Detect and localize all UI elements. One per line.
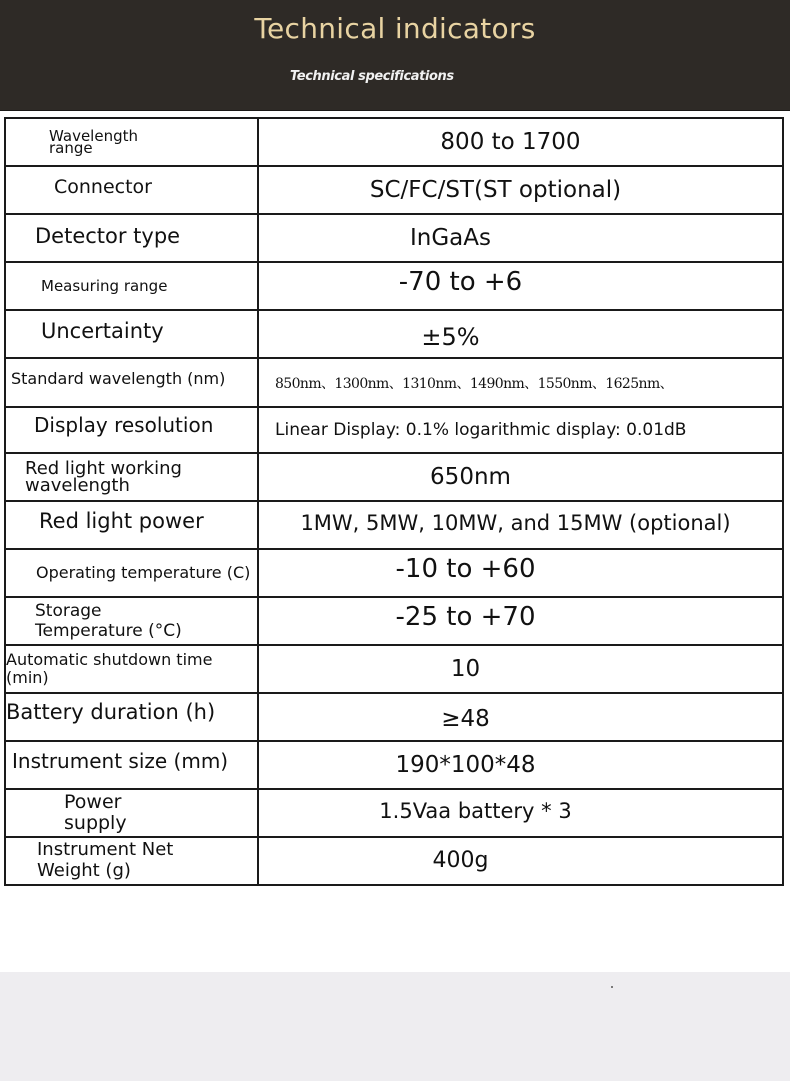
row-label: Wavelength range <box>49 127 138 157</box>
row-value: -25 to +70 <box>395 602 536 632</box>
row-label: Uncertainty <box>41 318 164 343</box>
row-value: 1MW, 5MW, 10MW, and 15MW (optional) <box>300 510 731 535</box>
bottom-image-band <box>0 972 790 1081</box>
table-row <box>5 310 783 358</box>
table-row <box>5 645 783 693</box>
speck <box>611 986 613 988</box>
row-label: Measuring range <box>41 276 168 295</box>
table-row <box>5 693 783 741</box>
page-subtitle: Technical specifications <box>290 69 454 84</box>
row-label: Power supply <box>64 791 127 834</box>
table-row <box>5 837 783 885</box>
row-label-cell <box>5 118 258 166</box>
row-label: Automatic shutdown time (min) <box>6 650 213 687</box>
row-value: ±5% <box>421 323 480 351</box>
row-value: InGaAs <box>410 224 491 251</box>
row-label: Detector type <box>35 223 181 248</box>
row-value: 10 <box>450 655 481 682</box>
table-row <box>5 407 783 453</box>
row-value: 190*100*48 <box>395 751 536 778</box>
row-label: Standard wavelength (nm) <box>11 368 226 388</box>
row-value-cell <box>258 118 783 166</box>
row-label: Instrument size (mm) <box>12 749 229 773</box>
row-label: Operating temperature (C) <box>36 563 251 583</box>
row-value: -70 to +6 <box>398 267 523 297</box>
table-row <box>5 789 783 837</box>
row-label: Red light working wavelength <box>25 457 182 496</box>
table-row <box>5 501 783 549</box>
row-label: Instrument Net Weight (g) <box>37 839 174 881</box>
row-label: Storage Temperature (°C) <box>35 600 182 641</box>
table-row <box>5 214 783 262</box>
row-label: Red light power <box>39 508 204 533</box>
table-row <box>5 741 783 789</box>
row-value: 1.5Vaa battery * 3 <box>379 798 572 823</box>
row-value: 400g <box>432 848 489 873</box>
row-label: Connector <box>54 175 152 198</box>
header-banner <box>0 0 790 111</box>
table-row <box>5 118 783 166</box>
row-value: Linear Display: 0.1% logarithmic display: 0.01dB <box>275 419 687 440</box>
row-value: 650nm <box>430 463 511 490</box>
row-value: 850nm、1300nm、1310nm、1490nm、1550nm、1625nm、 <box>275 375 674 392</box>
row-value: 800 to 1700 <box>440 128 581 155</box>
table-row <box>5 549 783 597</box>
table-row <box>5 597 783 645</box>
table-row <box>5 262 783 310</box>
row-value: SC/FC/ST(ST optional) <box>369 176 622 203</box>
row-value: -10 to +60 <box>395 554 536 584</box>
row-label: Display resolution <box>34 413 214 437</box>
spec-table <box>4 117 784 886</box>
row-value: ≥48 <box>441 705 490 732</box>
table-row <box>5 453 783 501</box>
row-label: Battery duration (h) <box>6 699 216 724</box>
table-row <box>5 166 783 214</box>
table-row <box>5 358 783 407</box>
page-title: Technical indicators <box>254 12 536 45</box>
